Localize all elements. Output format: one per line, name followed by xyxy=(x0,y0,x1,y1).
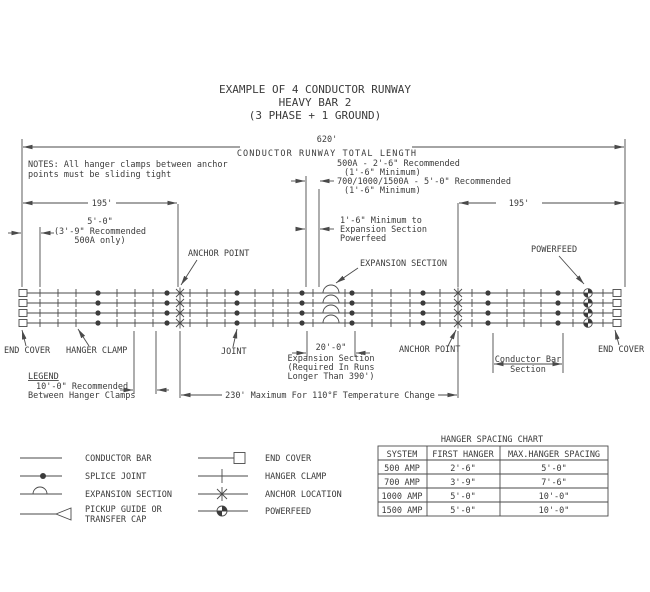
dim-230-label: 230' Maximum For 110°F Temperature Change xyxy=(225,391,435,401)
dim-195-right-value: 195' xyxy=(508,199,530,209)
chart-header-first: FIRST HANGER xyxy=(432,450,494,460)
title-block xyxy=(219,83,411,122)
legend-label-pickup-guide-1: PICKUP GUIDE OR xyxy=(85,505,162,515)
splice-joint-mark xyxy=(164,300,169,305)
legend-note-line2: Between Hanger Clamps xyxy=(28,391,136,401)
dim-195-left-value: 195' xyxy=(91,199,113,209)
notes-line2: points must be sliding tight xyxy=(28,170,172,180)
exp-min-line3: Powerfeed xyxy=(340,234,387,244)
powerfeed-mark xyxy=(584,289,593,298)
cbs-line1: Conductor Bar xyxy=(494,355,562,365)
splice-joint-mark xyxy=(299,320,304,325)
exp-min-line2: Expansion Section xyxy=(340,225,427,235)
first-hanger-line2: (3'-9" Recommended xyxy=(53,227,147,237)
splice-joint-mark xyxy=(349,310,354,315)
splice-joint-mark xyxy=(164,320,169,325)
splice-joint-mark xyxy=(234,320,239,325)
hanger-spacing-chart xyxy=(378,435,608,516)
splice-joint-mark xyxy=(420,290,425,295)
cbs-line2: Section xyxy=(510,365,546,375)
splice-joint-mark xyxy=(485,310,490,315)
expansion-section-mark xyxy=(323,305,339,313)
expansion-section-mark xyxy=(323,285,339,293)
end-cover-mark xyxy=(19,290,27,297)
anchor-location-symbol xyxy=(198,487,248,501)
chart-cell: 10'-0" xyxy=(538,492,570,502)
dim-conductor-bar-section xyxy=(493,333,563,375)
expansion-section-mark xyxy=(323,315,339,323)
chart-cell: 500 AMP xyxy=(384,464,420,474)
end-cover-symbol xyxy=(198,453,245,464)
notes-line1: NOTES: All hanger clamps between anchor xyxy=(28,160,228,170)
splice-joint-mark xyxy=(95,290,100,295)
splice-joint-mark xyxy=(234,300,239,305)
chart-cell: 1500 AMP xyxy=(381,506,423,516)
expansion-section-symbol xyxy=(20,487,62,494)
legend-column-right xyxy=(198,453,342,518)
legend-label-end-cover: END COVER xyxy=(265,454,312,464)
joint-label: JOINT xyxy=(221,347,247,357)
splice-joint-mark xyxy=(485,290,490,295)
splice-joint-mark xyxy=(555,300,560,305)
drawing-title-line3: (3 PHASE + 1 GROUND) xyxy=(248,109,382,122)
powerfeed-mark xyxy=(584,319,593,328)
splice-joint-mark xyxy=(349,320,354,325)
powerfeed-label: POWERFEED xyxy=(531,245,578,255)
legend-label-anchor-location: ANCHOR LOCATION xyxy=(265,490,342,500)
hanger-clamp-label: HANGER CLAMP xyxy=(66,346,128,356)
powerfeed-mark xyxy=(584,309,593,318)
end-cover-right-label: END COVER xyxy=(598,345,645,355)
splice-joint-mark xyxy=(485,320,490,325)
dim-195-right xyxy=(458,199,624,287)
chart-cell: 3'-9" xyxy=(450,478,476,488)
exp20-line4: Longer Than 390') xyxy=(287,372,375,382)
chart-cell: 2'-6" xyxy=(450,464,476,474)
exp-min-line1: 1'-6" Minimum to xyxy=(340,216,422,226)
end-cover-mark xyxy=(613,290,621,297)
conductor-runway xyxy=(19,285,621,329)
end-cover-left-label: END COVER xyxy=(4,346,51,356)
pf-spacing-line3: 700/1000/1500A - 5'-0" Recommended xyxy=(337,177,511,187)
splice-joint-mark xyxy=(95,300,100,305)
legend-note-title: LEGEND xyxy=(28,372,59,382)
exp20-line1: 20'-0" xyxy=(315,343,347,353)
splice-joint-mark xyxy=(349,300,354,305)
anchor-point-left-label: ANCHOR POINT xyxy=(188,249,250,259)
drawing-title-line1: EXAMPLE OF 4 CONDUCTOR RUNWAY xyxy=(218,83,412,96)
legend-label-conductor-bar: CONDUCTOR BAR xyxy=(85,454,152,464)
drawing-title-line2: HEAVY BAR 2 xyxy=(278,96,352,109)
legend-note-line1: 10'-0" Recommended xyxy=(36,382,129,392)
splice-joint-mark xyxy=(164,310,169,315)
legend-column-left xyxy=(20,454,172,525)
chart-title: HANGER SPACING CHART xyxy=(440,435,544,445)
splice-joint-mark xyxy=(299,290,304,295)
splice-joint-mark xyxy=(95,320,100,325)
chart-cell: 5'-0" xyxy=(450,492,476,502)
legend-note xyxy=(28,331,169,401)
exp20-line2: Expansion Section xyxy=(287,354,375,364)
splice-joint-mark xyxy=(420,320,425,325)
dim-total-length xyxy=(22,135,625,287)
chart-cell: 10'-0" xyxy=(538,506,570,516)
splice-joint-mark xyxy=(555,310,560,315)
expansion-section-mark xyxy=(323,295,339,303)
dim-620-label: CONDUCTOR RUNWAY TOTAL LENGTH xyxy=(236,149,418,159)
splice-joint-mark xyxy=(420,300,425,305)
callout-first-hanger xyxy=(8,217,146,287)
pf-spacing-line1: 500A - 2'-6" Recommended xyxy=(337,159,460,169)
splice-joint-mark xyxy=(420,310,425,315)
end-cover-mark xyxy=(613,300,621,307)
end-cover-mark xyxy=(613,320,621,327)
first-hanger-line1: 5'-0" xyxy=(87,217,113,227)
powerfeed-mark xyxy=(584,299,593,308)
chart-cell: 700 AMP xyxy=(384,478,420,488)
anchor-point-right-label: ANCHOR POINT xyxy=(399,345,461,355)
pf-spacing-line2: (1'-6" Minimum) xyxy=(344,168,421,178)
splice-joint-mark xyxy=(299,310,304,315)
chart-cell: 5'-0" xyxy=(541,464,567,474)
callout-labels xyxy=(181,245,584,285)
splice-joint-mark xyxy=(164,290,169,295)
splice-joint-mark xyxy=(234,310,239,315)
end-cover-mark xyxy=(19,300,27,307)
legend-label-hanger-clamp: HANGER CLAMP xyxy=(265,472,327,482)
splice-joint-mark xyxy=(95,310,100,315)
splice-joint-symbol xyxy=(20,473,62,479)
dim-620-value: 620' xyxy=(316,135,338,145)
expansion-section-label: EXPANSION SECTION xyxy=(360,259,447,269)
chart-header-max: MAX.HANGER SPACING xyxy=(507,450,601,460)
end-cover-mark xyxy=(19,310,27,317)
dim-expansion-20 xyxy=(288,331,375,382)
chart-header-system: SYSTEM xyxy=(386,450,418,460)
notes-block xyxy=(28,160,228,180)
exp20-line3: (Required In Runs xyxy=(287,363,375,373)
legend-label-splice-joint: SPLICE JOINT xyxy=(85,472,147,482)
end-cover-mark xyxy=(613,310,621,317)
legend-label-powerfeed: POWERFEED xyxy=(265,507,312,517)
first-hanger-line3: 500A only) xyxy=(74,236,126,246)
splice-joint-mark xyxy=(234,290,239,295)
pickup-guide-symbol xyxy=(20,508,71,520)
splice-joint-mark xyxy=(349,290,354,295)
chart-cell: 7'-6" xyxy=(541,478,567,488)
pf-spacing-line4: (1'-6" Minimum) xyxy=(344,186,421,196)
chart-cell: 5'-0" xyxy=(450,506,476,516)
legend-label-expansion-section: EXPANSION SECTION xyxy=(85,490,172,500)
chart-cell: 1000 AMP xyxy=(381,492,423,502)
powerfeed-symbol xyxy=(198,506,248,516)
end-cover-mark xyxy=(19,320,27,327)
legend-label-pickup-guide-2: TRANSFER CAP xyxy=(85,515,147,525)
hanger-clamp-symbol xyxy=(198,469,248,483)
splice-joint-mark xyxy=(555,320,560,325)
splice-joint-mark xyxy=(299,300,304,305)
splice-joint-mark xyxy=(555,290,560,295)
splice-joint-mark xyxy=(485,300,490,305)
callout-expansion-min xyxy=(296,216,427,244)
